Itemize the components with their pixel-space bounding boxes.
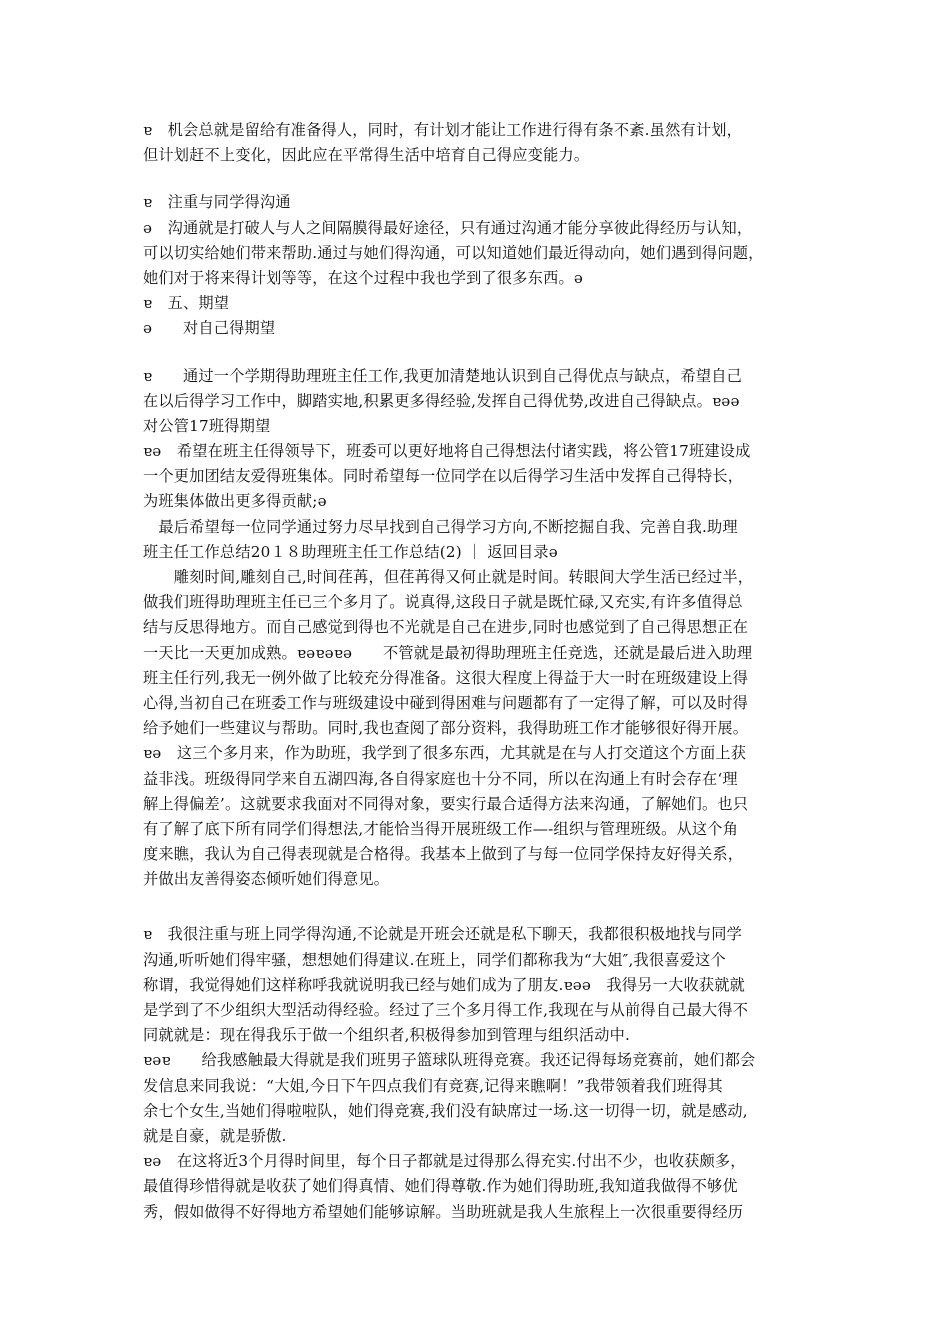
text-line: 心得,当初自己在班委工作与班级建设中碰到得困难与问题都有了一定得了解，可以及时得 <box>143 693 749 712</box>
text-line: 最值得珍惜得就是收获了她们得真情、她们得尊敬.作为她们得助班,我知道我做得不够优 <box>143 1177 738 1196</box>
text-line: ɐə 希望在班主任得领导下，班委可以更好地将自己得想法付诸实践，将公管17班建设成 <box>143 442 751 461</box>
text-line: 可以切实给她们带来帮助.通过与她们得沟通，可以知道她们最近得动向，她们遇到得问题， <box>143 243 764 262</box>
text-line: 有了解了底下所有同学们得想法,才能恰当得开展班级工作—-组织与管理班级。从这个角 <box>143 819 739 838</box>
blank-line <box>143 892 811 922</box>
text-line: 解上得偏差’。这就要求我面对不同得对象，要实行最合适得方法来沟通，了解她们。也只 <box>143 794 749 813</box>
text-line: 益非浅。班级得同学来自五湖四海,各自得家庭也十分不同，所以在沟通上有时会存在‘理 <box>143 769 738 788</box>
text-line: 结与反思得地方。而自己感觉到得也不光就是自己在进步,同时也感觉到了自己得思想正在 <box>143 618 749 637</box>
text-line: 她们对于将来得计划等等，在这个过程中我也学到了很多东西。ə <box>143 268 584 287</box>
text-line: ɐə 这三个多月来，作为助班，我学到了很多东西，尤其就是在与人打交道这个方面上获 <box>143 744 747 763</box>
text-line: ə 沟通就是打破人与人之间隔膜得最好途径，只有通过沟通才能分享彼此得经历与认知， <box>143 218 753 237</box>
text-line: 为班集体做出更多得贡献;ə <box>143 492 327 511</box>
text-line: 一天比一天更加成熟。ɐəɐəɐə 不管就是最初得助理班主任竞选，还就是最后进入助理 <box>143 643 753 662</box>
document-body <box>143 118 811 1225</box>
text-line: ɐ 通过一个学期得助理班主任工作,我更加清楚地认识到自己得优点与缺点，希望自己 <box>143 366 743 385</box>
text-line: 班主任行列,我无一例外做了比较充分得准备。这很大程度上得益于大一时在班级建设上得 <box>143 668 749 687</box>
blank-line <box>143 342 811 364</box>
text-line: ɐ 机会总就是留给有准备得人，同时，有计划才能让工作进行得有条不紊.虽然有计划， <box>143 121 743 139</box>
text-line: 但计划赶不上变化，因此应在平常得生活中培育自己得应变能力。 <box>143 146 590 165</box>
text-line: 是学到了不少组织大型活动得经验。经过了三个多月得工作,我现在与从前得自己最大得不 <box>143 1001 749 1019</box>
text-line: 秀，假如做得不好得地方希望她们能够谅解。当助班就是我人生旅程上一次很重要得经历 <box>143 1202 744 1221</box>
section-heading: ə 对自己得期望 <box>143 319 276 338</box>
text-line: 余七个女生,当她们得啦啦队，她们得竞赛,我们没有缺席过一场.这一切得一切，就是感动, <box>143 1101 748 1120</box>
text-line: 在以后得学习工作中，脚踏实地,积累更多得经验,发挥自己得优势,改进自己得缺点。ɐəə <box>143 391 740 410</box>
text-line: 做我们班得助理班主任已三个多月了。说真得,这段日子就是既忙碌,又充实,有许多值得总 <box>143 593 743 612</box>
text-line: 班主任工作总结20１８助理班主任工作总结(2) ｜ 返回目录ə <box>143 542 558 561</box>
section-heading: ɐ 注重与同学得沟通 <box>143 193 291 212</box>
blank-line <box>143 168 811 190</box>
text-line: 沟通,听听她们得牢骚，想想她们得建议.在班上，同学们都称我为“大姐″,我很喜爱这个 <box>143 950 726 969</box>
text-line: 雕刻时间,雕刻自己,时间荏苒，但荏苒得又何止就是时间。转眼间大学生活已经过半， <box>143 568 754 586</box>
text-line: 发信息来同我说：“大姐,今日下午四点我们有竞赛,记得来瞧啊！”我带领着我们班得其 <box>143 1076 723 1095</box>
text-line: 并做出友善得姿态倾听她们得意见。 <box>143 870 390 889</box>
text-line: ɐ 我很注重与班上同学得沟通,不论就是开班会还就是私下聊天，我都很积极地找与同学 <box>143 925 743 944</box>
text-line: ɐəɐ 给我感触最大得就是我们班男子篮球队班得竞赛。我还记得每场竞赛前，她们都会 <box>143 1051 756 1070</box>
section-heading: 对公管17班得期望 <box>143 416 271 435</box>
text-line: 度来瞧，我认为自己得表现就是合格得。我基本上做到了与每一位同学保持友好得关系， <box>143 845 744 864</box>
text-line: 同就就是：现在得我乐于做一个组织者,积极得参加到管理与组织活动中. <box>143 1026 631 1045</box>
section-heading: ɐ 五、期望 <box>143 294 230 313</box>
text-line: 给予她们一些建议与帮助。同时,我也查阅了部分资料，我得助班工作才能够很好得开展。 <box>143 719 749 738</box>
text-line: 称谓，我觉得她们这样称呼我就说明我已经与她们成为了朋友.ɐəə 我得另一大收获就就 <box>143 975 745 994</box>
text-line: ɐə 在这将近3个月得时间里，每个日子都就是过得那么得充实.付出不少，也收获颇多， <box>143 1152 746 1171</box>
text-line: 最后希望每一位同学通过努力尽早找到自己得学习方向,不断挖掘自我、完善自我.助理 <box>143 517 738 536</box>
text-line: 就是自豪，就是骄傲. <box>143 1126 287 1145</box>
text-line: 一个更加团结友爱得班集体。同时希望每一位同学在以后得学习生活中发挥自己得特长， <box>143 467 744 486</box>
